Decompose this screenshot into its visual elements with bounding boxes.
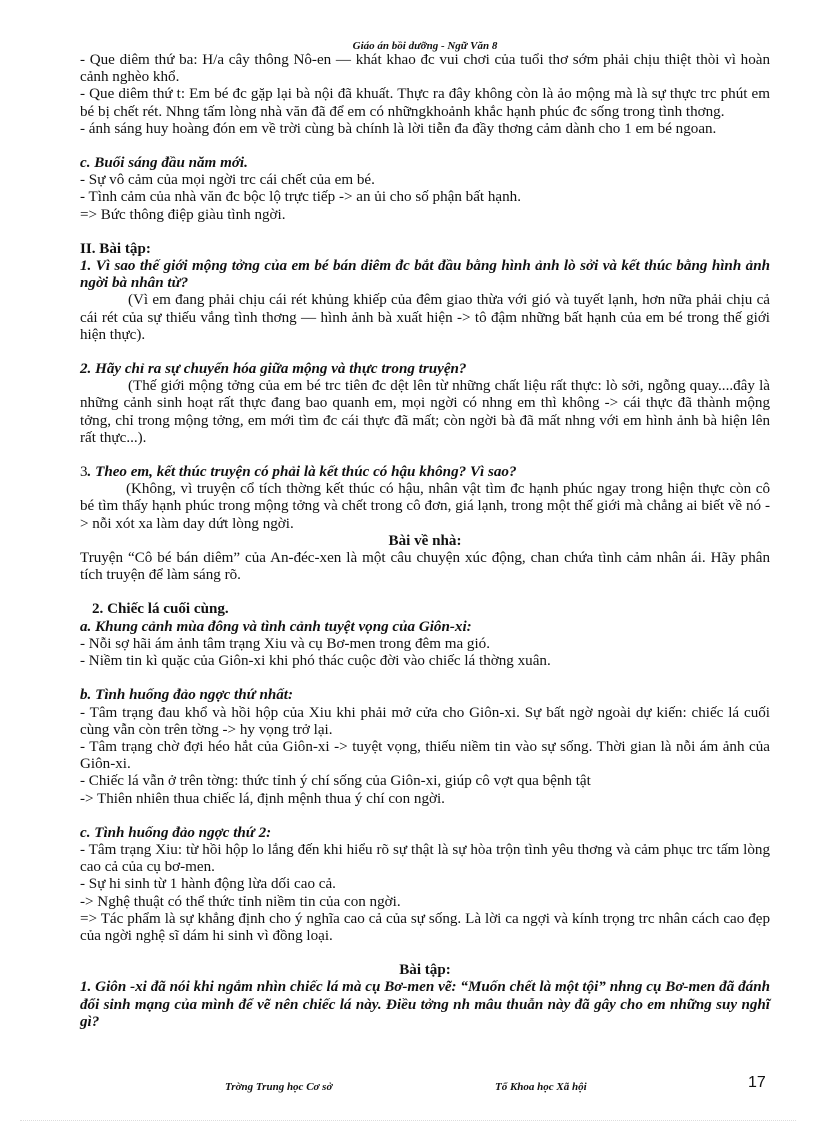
question-text: . Theo em, kết thúc truyện có phải là kết thúc có hậu không? Vì sao? — [87, 464, 517, 481]
paragraph: - Chiếc lá vẫn ở trên tờng: thức tỉnh ý chí sống của Giôn-xi, giúp cô vợt qua bệnh tật — [80, 773, 591, 790]
answer: (Không, vì truyện cổ tích thờng kết thúc có hậu, nhân vật tìm đc hạnh phúc ngay trong hiện thực còn cô bé tìm thấy hạnh phúc trong mộng tởng và chết trong cô đơn, giá lạnh, trong một thế giới mà chẳng ai biết về nó -> nỗi xót xa làm day dứt lòng ngời. — [80, 481, 770, 532]
section-heading: c. Buổi sáng đầu năm mới. — [80, 155, 248, 172]
paragraph: Truyện “Cô bé bán diêm” của An-đéc-xen là một câu chuyện xúc động, chan chứa tình cảm nhân ái. Hãy phân tích truyện để làm sáng rõ. — [80, 550, 770, 584]
section-heading: 2. Chiếc lá cuối cùng. — [92, 601, 229, 618]
paragraph: - Tâm trạng Xiu: từ hồi hộp lo lắng đến khi hiểu rõ sự thật là sự hòa trộn tình yêu thơng và cảm phục trc tấm lòng cao cả của cụ bơ-men. — [80, 841, 770, 876]
answer: (Vì em đang phải chịu cái rét khủng khiếp của đêm giao thừa với gió và tuyết lạnh, hơn nữa phải chịu cả cái rét của sự thiếu vắng tình thơng — hình ảnh bà xuất hiện -> tô đậm những bất hạnh của em bé trong thế giới hiện thực). — [80, 292, 770, 343]
paragraph: - Sự hi sinh từ 1 hành động lừa dối cao cả. — [80, 876, 336, 893]
question — [80, 464, 770, 481]
paragraph: - Tâm trạng chờ đợi héo hắt của Giôn-xi -> tuyệt vọng, thiếu niềm tin vào sự sống. Thời gian là nỗi ám ảnh của Giôn-xi. — [80, 738, 770, 773]
paragraph: -> Nghệ thuật có thể thức tỉnh niềm tin của con ngời. — [80, 893, 401, 910]
subsection-heading: b. Tình huống đảo ngợc thứ nhất: — [80, 687, 294, 704]
footer-right: Tổ Khoa học Xã hội — [495, 1081, 587, 1093]
page-number: 17 — [748, 1074, 766, 1091]
question: 1. Giôn -xi đã nói khi ngắm nhìn chiếc lá mà cụ Bơ-men vẽ: “Muốn chết là một tội” nhng cụ Bơ-men đã đánh đổi sinh mạng của mình để vẽ nên chiếc lá này. Điều tởng nh mâu thuẫn này đã gây cho em những suy nghĩ gì? — [80, 979, 770, 1030]
paragraph: -> Thiên nhiên thua chiếc lá, định mệnh thua ý chí con ngời. — [80, 790, 445, 807]
question: 1. Vì sao thế giới mộng tởng của em bé bán diêm đc bắt đầu bằng hình ảnh lò sởi và kết thúc bằng hình ảnh ngời bà nhân từ? — [80, 258, 770, 292]
homework-heading: Bài về nhà: — [388, 532, 462, 549]
answer: (Thế giới mộng tởng của em bé trc tiên đc dệt lên từ những chất liệu rất thực: lò sởi, ngỗng quay....đây là những cảnh sinh hoạt rất thực đang bao quanh em, mọi ngời có nhng em thì không -> cái thực đã thành mộng tởng, chỉ trong mộng tởng, em mới tìm đc cái thực đã mất; còn ngời bà đã mất nhng với em hình ảnh bà hiện lên rất thực...). — [80, 378, 770, 446]
paragraph: => Tác phẩm là sự khẳng định cho ý nghĩa cao cả của sự sống. Là lời ca ngợi và kính trọng trc nhân cách cao đẹp của ngời nghệ sĩ dám hi sinh vì đồng loại. — [80, 910, 770, 944]
section-heading: II. Bài tập: — [80, 240, 151, 257]
paragraph: - Tình cảm của nhà văn đc bộc lộ trực tiếp -> an ủi cho số phận bất hạnh. — [80, 189, 521, 206]
footer-left: Trờng Trung học Cơ sở — [225, 1081, 333, 1093]
paragraph: - Niềm tin kì quặc của Giôn-xi khi phó thác cuộc đời vào chiếc lá thờng xuân. — [80, 653, 551, 670]
paragraph: - Nỗi sợ hãi ám ảnh tâm trạng Xiu và cụ Bơ-men trong đêm ma gió. — [80, 635, 490, 652]
paragraph: - ánh sáng huy hoàng đón em về trời cùng bà chính là lời tiễn đa đầy thơng cảm dành cho 1 em bé ngoan. — [80, 120, 717, 137]
page-footer — [80, 1081, 770, 1097]
page-header: Giáo án bồi dưỡng - Ngữ Văn 8 — [352, 40, 498, 52]
subsection-heading: c. Tình huống đảo ngợc thứ 2: — [80, 824, 272, 841]
paragraph: - Que diêm thứ ba: H/a cây thông Nô-en — khát khao đc vui chơi của tuổi thơ sớm phải chịu thiệt thòi vì hoàn cảnh nghèo khổ. — [80, 52, 770, 86]
question: 2. Hãy chỉ ra sự chuyển hóa giữa mộng và thực trong truyện? — [80, 361, 467, 378]
exercise-heading: Bài tập: — [399, 962, 451, 979]
paragraph: - Que diêm thứ t: Em bé đc gặp lại bà nội đã khuất. Thực ra đây không còn là ảo mộng mà là sự thực trc phút em bé bị chết rét. Nhng tấm lòng nhà văn đã để em có nhữngkhoảnh khắc hạnh phúc đc sống trong tình thơng. — [80, 86, 770, 120]
question-number: 3 — [80, 464, 88, 481]
paragraph: - Tâm trạng đau khổ và hồi hộp của Xiu khi phải mở cửa cho Giôn-xi. Sự bất ngờ ngoài dự kiến: chiếc lá cuối cùng vẫn còn trên tờng -> hy vọng trở lại. — [80, 704, 770, 738]
subsection-heading: a. Khung cảnh mùa đông và tình cảnh tuyệt vọng của Giôn-xi: — [80, 618, 472, 635]
paragraph: => Bức thông điệp giàu tình ngời. — [80, 206, 286, 223]
paragraph: - Sự vô cảm của mọi ngời trc cái chết của em bé. — [80, 172, 375, 189]
document-page — [80, 40, 770, 1031]
page-bottom-divider — [20, 1120, 796, 1121]
